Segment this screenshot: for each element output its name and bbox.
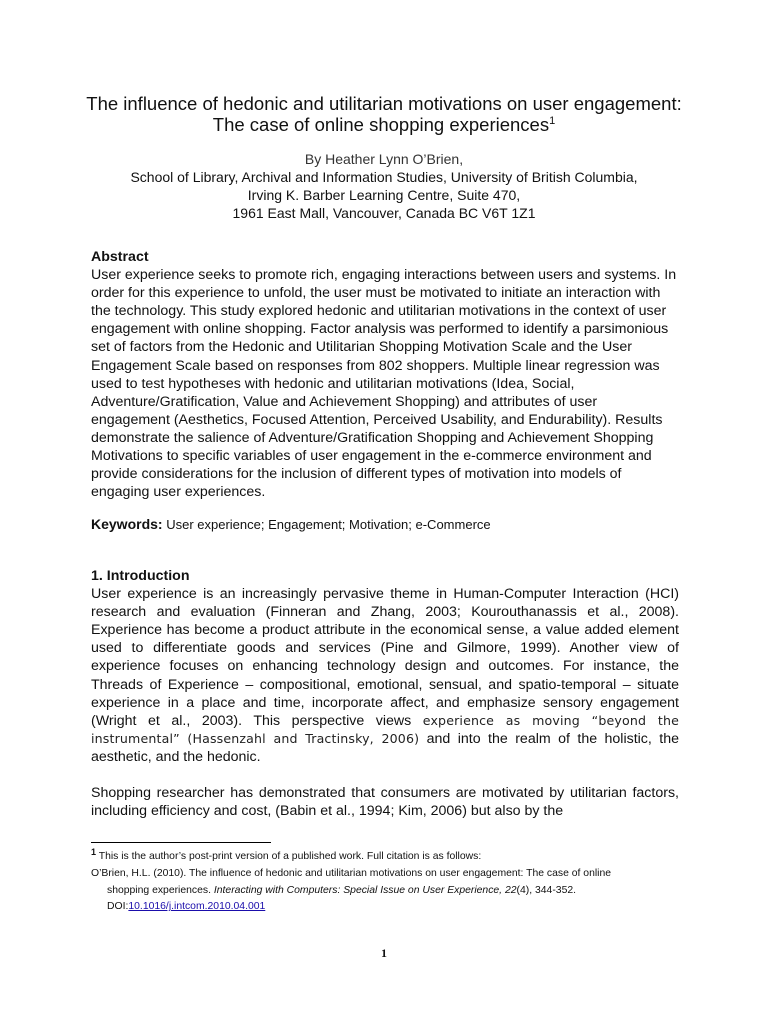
- intro-p1-quote: experience as moving “beyond the instrumental” (Hassenzahl and Tractinsky, 2006): [91, 712, 679, 746]
- doi-link[interactable]: 10.1016/j.intcom.2010.04.001: [128, 901, 266, 913]
- footnote-journal: Interacting with Computers: Special Issue on User Experience, 22: [213, 884, 517, 896]
- author-affiliation: [80, 150, 688, 222]
- affiliation-line-3: 1961 East Mall, Vancouver, Canada BC V6T 1Z1: [232, 205, 536, 221]
- paper-title: [70, 93, 698, 135]
- introduction-section: [91, 567, 679, 820]
- title-line-1: The influence of hedonic and utilitarian motivations on user engagement:: [86, 93, 682, 114]
- affiliation-line-1: School of Library, Archival and Information Studies, University of British Columbia,: [130, 169, 638, 185]
- footnote-line-3: [91, 883, 691, 900]
- keywords-label: Keywords:: [91, 516, 163, 532]
- title-line-2-text: The case of online shopping experiences: [212, 114, 550, 135]
- footnote-mark: 1: [91, 847, 97, 857]
- footnote-line-3-plain: shopping experiences.: [107, 884, 211, 896]
- author-line: By Heather Lynn O’Brien,: [304, 151, 464, 167]
- affiliation-line-2: Irving K. Barber Learning Centre, Suite 470,: [247, 187, 521, 203]
- page-number: 1: [381, 946, 387, 960]
- footnote-divider: [91, 842, 271, 843]
- introduction-heading: 1. Introduction: [91, 568, 190, 584]
- intro-p1-part2: and into the realm of the holistic, the aesthetic, and the hedonic.: [91, 730, 679, 765]
- keywords-text: User experience; Engagement; Motivation; e-Commerce: [166, 517, 491, 532]
- title-line-2: [70, 114, 698, 135]
- footnote-line-1-text: This is the author’s post-print version of a published work. Full citation is as follows:: [98, 851, 482, 862]
- footnote-line-4: [91, 899, 691, 916]
- title-footnote-mark: 1: [549, 115, 556, 127]
- footnote: [91, 849, 691, 916]
- abstract-heading: Abstract: [91, 249, 149, 265]
- doi-prefix: DOI:: [107, 901, 129, 913]
- introduction-paragraph-2: Shopping researcher has demonstrated that consumers are motivated by utilitarian factors, including efficiency and cost, (Babin et al., 1994; Kim, 2006) but also by the: [91, 785, 679, 820]
- intro-p1-part1: User experience is an increasingly pervasive theme in Human-Computer Interaction (HCI) research and evaluation (Finneran and Zhang, 2003; Kourouthanassis et al., 2008). Experience has become a product attribute in the economical sense, a value added element used to differentiate goods and services (Pine and Gilmore, 1999). Another view of experience focuses on enhancing technology design and outcomes. For instance, the Threads of Experience – compositional, emotional, sensual, and spatio-temporal – situate experience in a place and time, incorporate affect, and emphasize sensory engagement (Wright et al., 2003). This perspective views: [91, 586, 679, 729]
- introduction-paragraph-1: [91, 585, 679, 766]
- footnote-line-1: [91, 849, 691, 866]
- abstract-section: [91, 248, 679, 501]
- footnote-line-2: O’Brien, H.L. (2010). The influence of hedonic and utilitarian motivations on user engagement: The case of online: [91, 867, 612, 879]
- footnote-issue: (4), 344-352.: [516, 884, 577, 896]
- abstract-text: User experience seeks to promote rich, engaging interactions between users and systems. In order for this experience to unfold, the user must be motivated to initiate an interaction with the technology. This study explored hedonic and utilitarian motivations in the context of user engagement with online shopping. Factor analysis was performed to identify a parsimonious set of factors from the Hedonic and Utilitarian Shopping Motivation Scale and the User Engagement Scale based on responses from 802 shoppers. Multiple linear regression was used to test hypotheses with hedonic and utilitarian motivations (Idea, Social, Adventure/Gratification, Value and Achievement Shopping) and attributes of user engagement (Aesthetics, Focused Attention, Perceived Usability, and Endurability). Results demonstrate the salience of Adventure/Gratification Shopping and Achievement Shopping Motivations to specific variables of user engagement in the e-commerce environment and provide considerations for the inclusion of different types of motivation into models of engaging user experiences.: [91, 267, 677, 501]
- keywords: [91, 515, 491, 534]
